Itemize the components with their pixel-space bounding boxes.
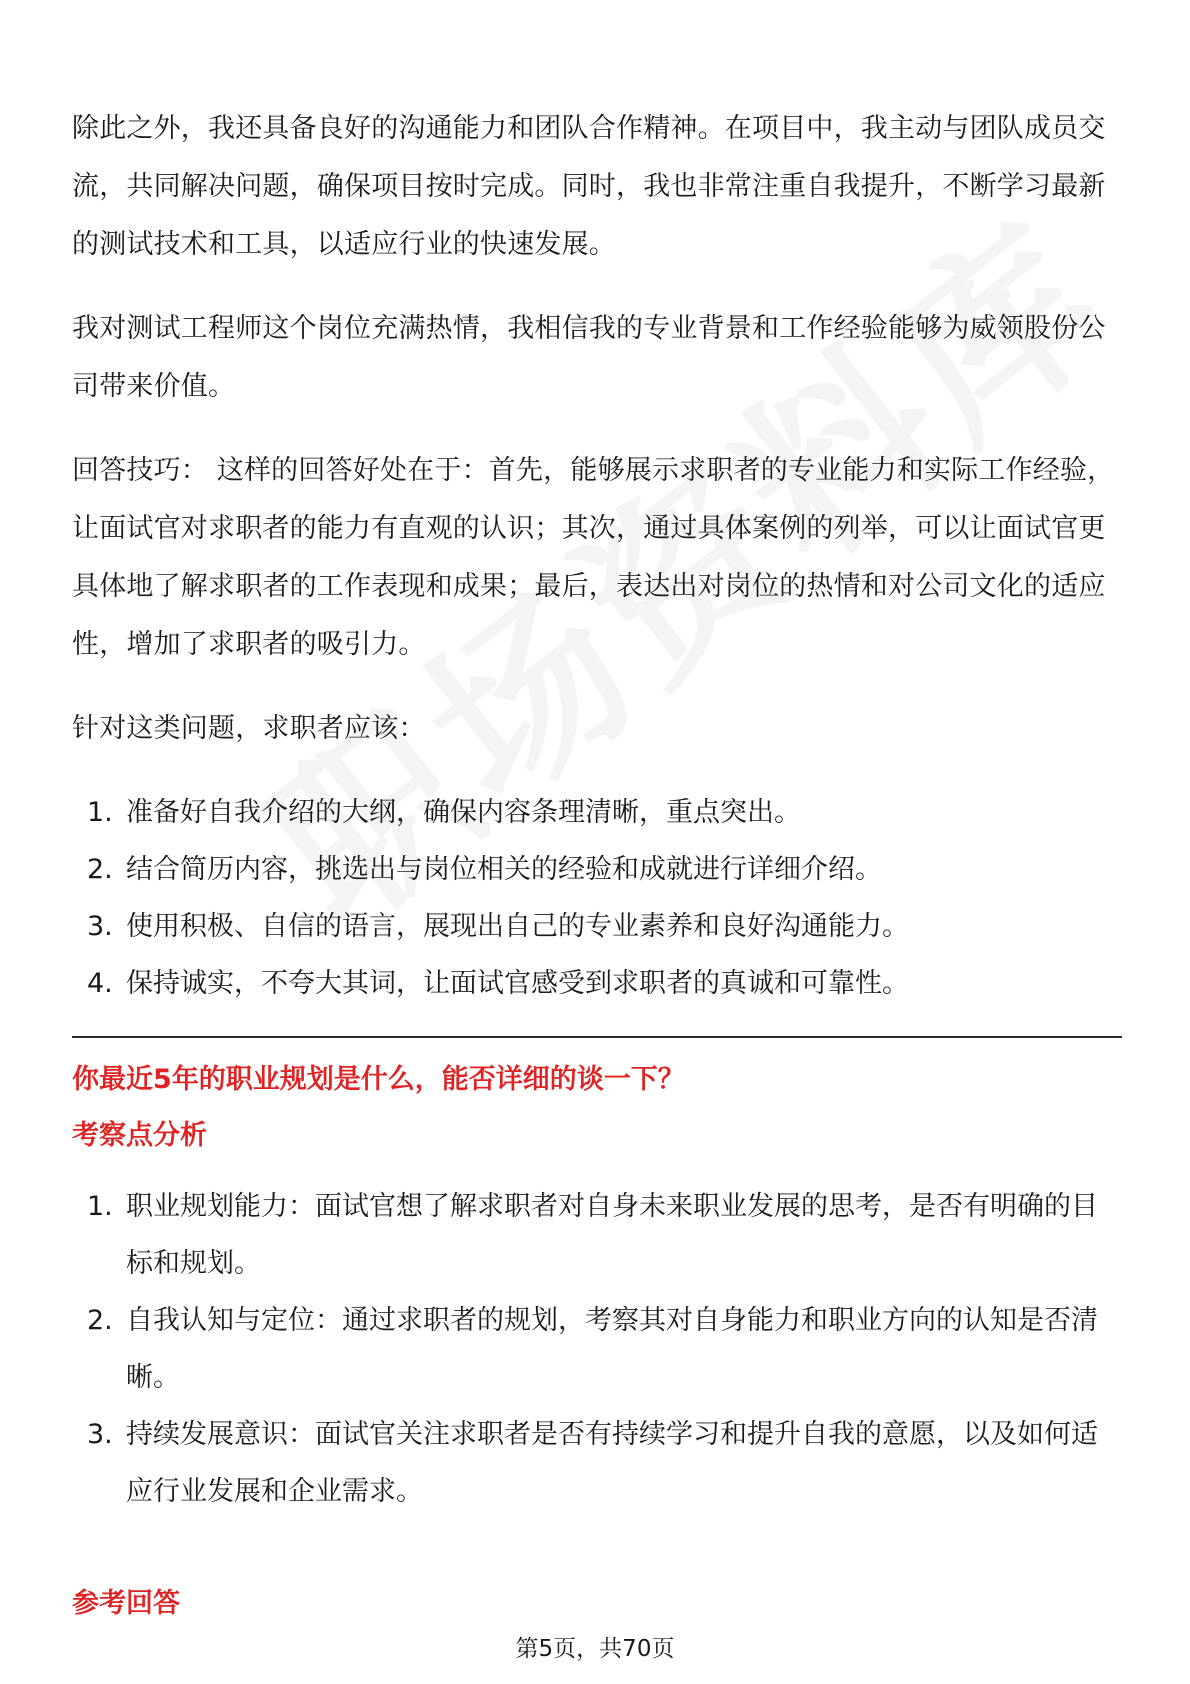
reference-answer-heading: 参考回答: [72, 1588, 180, 1619]
main-content: [72, 100, 1122, 1544]
tips-list: [72, 784, 1122, 1012]
list-item: 2. 结合简历内容，挑选出与岗位相关的经验和成就进行详细介绍。: [87, 854, 882, 885]
analysis-list: [72, 1178, 1122, 1520]
list-item: 1. 准备好自我介绍的大纲，确保内容条理清晰，重点突出。: [87, 797, 801, 828]
list-item: 4. 保持诚实，不夸大其词，让面试官感受到求职者的真诚和可靠性。: [87, 968, 909, 999]
list-item: 3. 持续发展意识：面试官关注求职者是否有持续学习和提升自我的意愿，以及如何适应行业发展和企业需求。: [87, 1419, 1098, 1507]
paragraph-answer-tips: 回答技巧： 这样的回答好处在于：首先，能够展示求职者的专业能力和实际工作经验，让面试官对求职者的能力有直观的认识；其次，通过具体案例的列举，可以让面试官更具体地了解求职者的工作表现和成果；最后，表达出对岗位的热情和对公司文化的适应性，增加了求职者的吸引力。: [72, 455, 1115, 660]
page-number-footer: 第5页，共70页: [515, 1636, 675, 1662]
paragraph-enthusiasm: 我对测试工程师这个岗位充满热情，我相信我的专业背景和工作经验能够为威领股份公司带来价值。: [72, 313, 1106, 402]
list-item: 1. 职业规划能力：面试官想了解求职者对自身未来职业发展的思考，是否有明确的目标和规划。: [87, 1191, 1098, 1279]
list-item: 2. 自我认知与定位：通过求职者的规划，考察其对自身能力和职业方向的认知是否清晰。: [87, 1305, 1098, 1393]
paragraph-advice-intro: 针对这类问题，求职者应该：: [72, 713, 426, 744]
analysis-heading: 考察点分析: [72, 1120, 207, 1151]
question-title: 你最近5年的职业规划是什么，能否详细的谈一下？: [72, 1064, 685, 1095]
paragraph-communication: 除此之外，我还具备良好的沟通能力和团队合作精神。在项目中，我主动与团队成员交流，共同解决问题，确保项目按时完成。同时，我也非常注重自我提升，不断学习最新的测试技术和工具，以适应行业的快速发展。: [72, 113, 1106, 260]
list-item: 3. 使用积极、自信的语言，展现出自己的专业素养和良好沟通能力。: [87, 911, 909, 942]
section-divider: [72, 1036, 1122, 1038]
